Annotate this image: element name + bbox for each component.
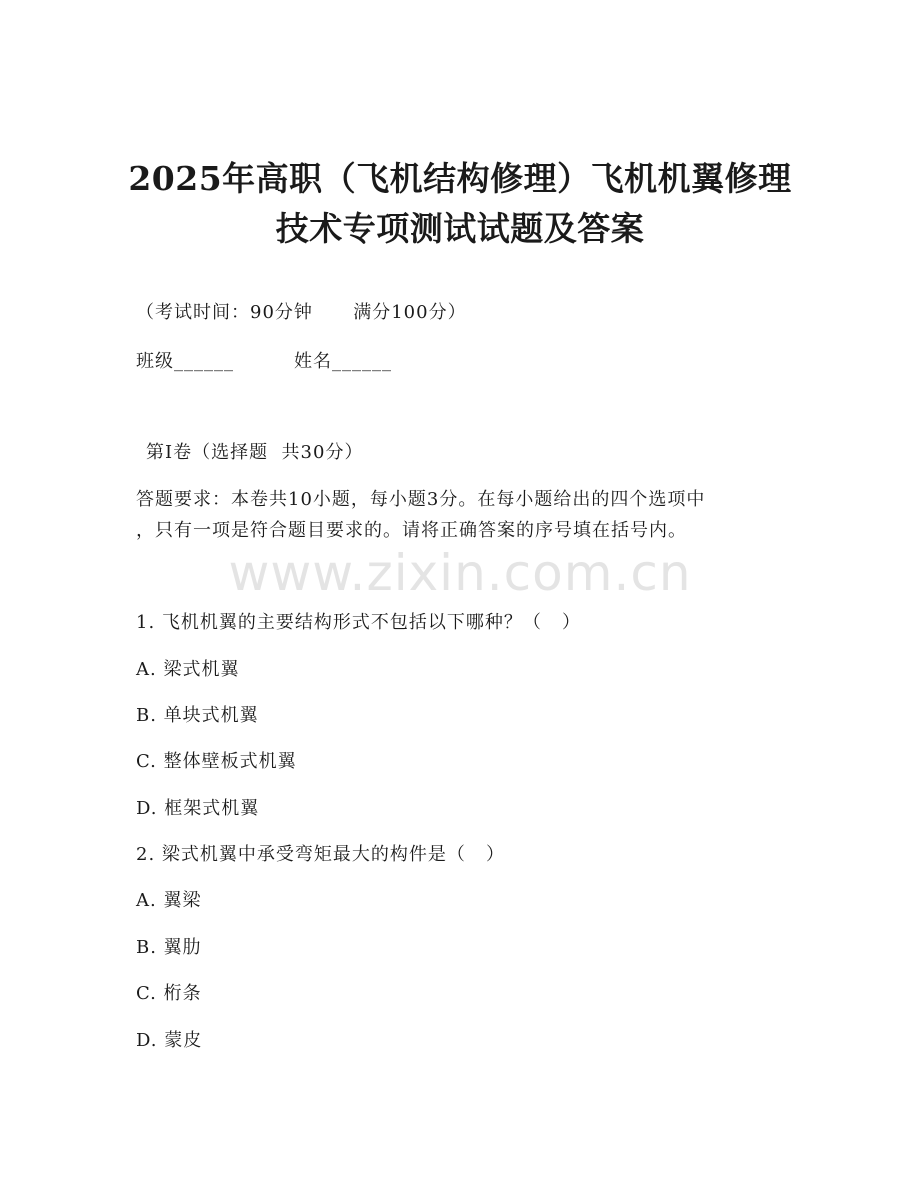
exam-info: （考试时间：90分钟 满分100分） — [136, 302, 467, 323]
question-1-option-b: B. 单块式机翼 — [136, 705, 259, 726]
question-1-option-d: D. 框架式机翼 — [136, 798, 260, 819]
question-2-option-a: A. 翼梁 — [136, 890, 202, 911]
question-1-stem: 1. 飞机机翼的主要结构形式不包括以下哪种？（ ） — [136, 612, 582, 633]
instructions-line-2: ，只有一项是符合题目要求的。请将正确答案的序号填在括号内。 — [136, 520, 687, 541]
name-field: 姓名______ — [294, 351, 392, 372]
question-1-option-c: C. 整体壁板式机翼 — [136, 751, 297, 772]
watermark: www.zixin.com.cn — [228, 544, 692, 602]
question-2-option-d: D. 蒙皮 — [136, 1030, 203, 1051]
question-2-stem: 2. 梁式机翼中承受弯矩最大的构件是（ ） — [136, 844, 506, 865]
document-title-line-2: 技术专项测试试题及答案 — [275, 209, 645, 248]
question-1-option-a: A. 梁式机翼 — [136, 659, 240, 680]
question-2-option-c: C. 桁条 — [136, 983, 202, 1004]
question-2-option-b: B. 翼肋 — [136, 937, 202, 958]
class-field: 班级______ — [136, 351, 234, 372]
section-title: 第Ⅰ卷（选择题 共30分） — [146, 442, 364, 463]
instructions-line-1: 答题要求：本卷共10小题，每小题3分。在每小题给出的四个选项中 — [136, 489, 706, 510]
document-title-line-1: 2025年高职（飞机结构修理）飞机机翼修理 — [128, 159, 792, 198]
